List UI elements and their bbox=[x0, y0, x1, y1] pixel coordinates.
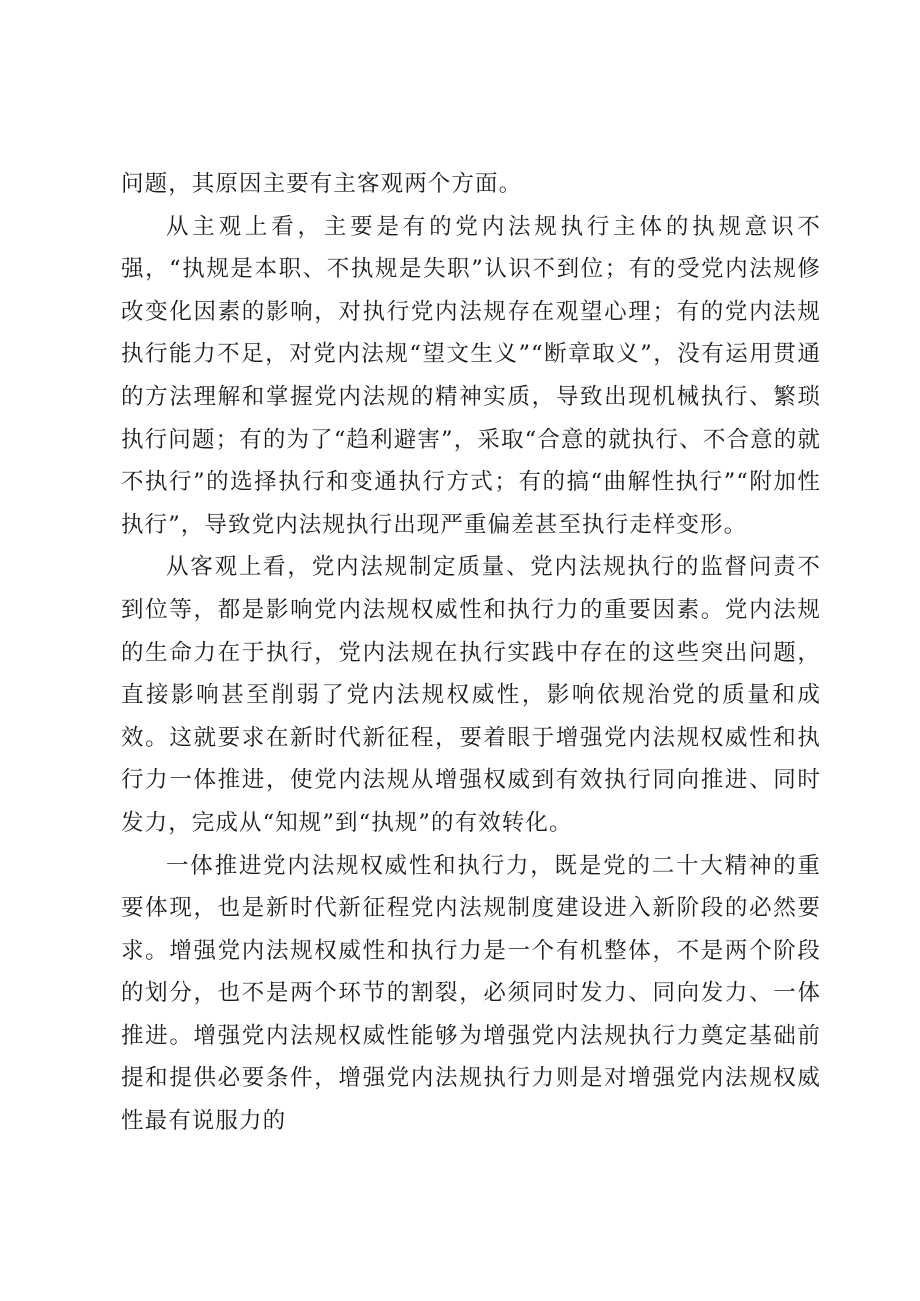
paragraph-subjective: 从主观上看，主要是有的党内法规执行主体的执规意识不强，“执规是本职、不执规是失职”认识不到位；有的受党内法规修改变化因素的影响，对执行党内法规存在观望心理；有的党内法规执行能力不足，对党内法规“望文生义”“断章取义”，没有运用贯通的方法理解和掌握党内法规的精神实质，导致出现机械执行、繁琐执行问题；有的为了“趋利避害”，采取“合意的就执行、不合意的就不执行”的选择执行和变通执行方式；有的搞“曲解性执行”“附加性执行”，导致党内法规执行出现严重偏差甚至执行走样变形。 bbox=[121, 213, 821, 538]
paragraph-objective: 从客观上看，党内法规制定质量、党内法规执行的监督问责不到位等，都是影响党内法规权威性和执行力的重要因素。党内法规的生命力在于执行，党内法规在执行实践中存在的这些突出问题，直接影响甚至削弱了党内法规权威性，影响依规治党的质量和成效。这就要求在新时代新征程，要着眼于增强党内法规权威性和执行力一体推进，使党内法规从增强权威到有效执行同向推进、同时发力，完成从“知规”到“执规”的有效转化。 bbox=[121, 554, 821, 836]
body-text bbox=[121, 163, 821, 1143]
paragraph-integrated-promotion: 一体推进党内法规权威性和执行力，既是党的二十大精神的重要体现，也是新时代新征程党内法规制度建设进入新阶段的必然要求。增强党内法规权威性和执行力是一个有机整体，不是两个阶段的划分，也不是两个环节的割裂，必须同时发力、同向发力、一体推进。增强党内法规权威性能够为增强党内法规执行力奠定基础前提和提供必要条件，增强党内法规执行力则是对增强党内法规权威性最有说服力的 bbox=[121, 852, 821, 1135]
paragraph-continued: 问题，其原因主要有主客观两个方面。 bbox=[121, 171, 523, 197]
